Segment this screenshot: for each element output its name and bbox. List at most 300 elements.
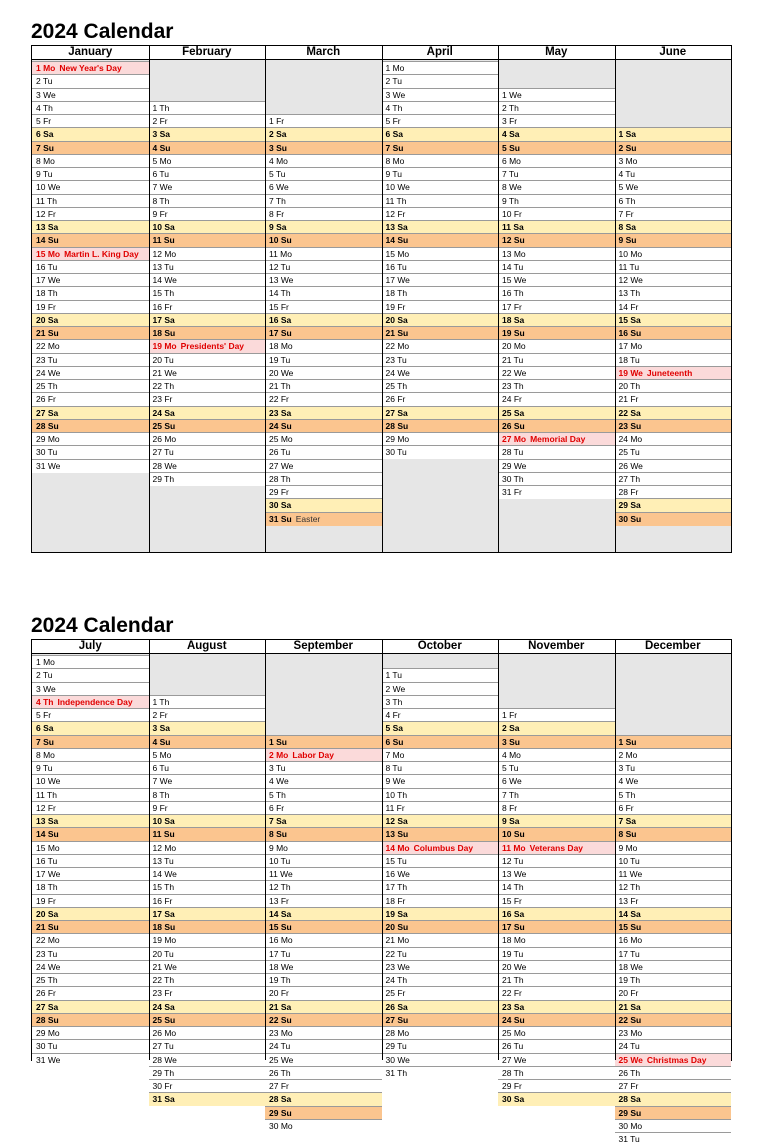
day-row	[498, 445, 615, 459]
day-row	[615, 300, 732, 314]
day-row	[149, 313, 266, 327]
day-number: 9 Su	[618, 235, 637, 246]
day-row	[498, 485, 615, 499]
day-number: 11 Su	[152, 235, 175, 246]
day-row	[149, 167, 266, 181]
day-row	[32, 1039, 149, 1053]
day-number: 24 Mo	[618, 434, 643, 444]
day-number: 17 Tu	[269, 948, 291, 959]
day-number: 22 Fr	[502, 988, 522, 999]
day-number: 1 Mo	[385, 63, 405, 73]
day-row	[265, 220, 382, 234]
day-number: 6 Tu	[152, 169, 170, 179]
day-number: 13 We	[502, 869, 527, 879]
day-row	[498, 920, 615, 934]
day-number: 25 Su	[152, 420, 176, 431]
day-row	[149, 273, 266, 287]
day-row	[382, 180, 499, 194]
day-row	[32, 392, 149, 406]
day-number: 21 Th	[502, 975, 524, 985]
day-number: 22 Tu	[385, 948, 407, 959]
day-row	[498, 141, 615, 155]
day-number: 11 Sa	[502, 222, 524, 232]
day-row	[498, 933, 615, 947]
day-row	[265, 379, 382, 393]
day-row	[149, 286, 266, 300]
day-number: 8 Fr	[269, 208, 285, 219]
day-number: 6 Mo	[502, 155, 521, 166]
day-number: 29 Th	[152, 1067, 175, 1078]
day-number: 23 Sa	[269, 407, 292, 418]
day-number: 22 Mo	[36, 935, 60, 946]
day-row	[149, 300, 266, 314]
day-number: 4 Th	[385, 102, 403, 113]
day-row	[498, 127, 615, 141]
day-row	[32, 801, 149, 815]
holiday-name: Labor Day	[292, 749, 334, 760]
day-row	[149, 761, 266, 775]
day-row	[615, 814, 732, 828]
day-row	[32, 894, 149, 908]
day-row	[498, 1066, 615, 1080]
day-row	[265, 1039, 382, 1053]
day-row	[149, 708, 266, 722]
day-number: 10 Su	[269, 235, 292, 246]
day-row	[615, 194, 732, 208]
day-row	[32, 286, 149, 300]
day-row	[382, 1066, 499, 1080]
day-number: 11 Su	[152, 829, 175, 840]
day-row	[615, 180, 732, 194]
day-number: 5 Th	[269, 789, 286, 800]
day-number: 21 Sa	[618, 1001, 641, 1012]
column-divider	[265, 640, 266, 1060]
day-number: 31 Fr	[502, 487, 522, 497]
day-row	[615, 867, 732, 881]
day-number: 8 We	[502, 182, 522, 193]
day-row	[149, 854, 266, 868]
day-number: 11 Tu	[618, 261, 640, 272]
day-row	[615, 1000, 732, 1014]
day-row	[265, 1079, 382, 1093]
day-number: 26 Tu	[269, 447, 291, 458]
day-number: 5 Fr	[385, 116, 401, 126]
day-row	[498, 801, 615, 815]
day-number: 6 Th	[618, 195, 636, 206]
day-row	[498, 247, 615, 261]
day-row	[149, 220, 266, 234]
day-row	[615, 233, 732, 247]
day-row	[382, 260, 499, 274]
day-row	[498, 827, 615, 841]
day-number: 6 Tu	[152, 763, 170, 773]
day-row	[265, 300, 382, 314]
day-row	[615, 127, 732, 141]
day-row	[265, 313, 382, 327]
day-row	[382, 947, 499, 961]
day-number: 16 Su	[618, 328, 642, 338]
day-number: 18 Th	[36, 288, 58, 299]
day-row	[615, 472, 732, 486]
day-number: 5 Sa	[385, 723, 403, 734]
day-number: 30 Tu	[36, 447, 58, 458]
day-number: 22 Mo	[385, 341, 410, 352]
day-row	[382, 419, 499, 433]
day-number: 25 Sa	[502, 407, 525, 418]
day-row	[265, 920, 382, 934]
day-number: 26 Su	[502, 420, 525, 431]
day-row	[32, 419, 149, 433]
day-number: 25 Fr	[385, 988, 406, 999]
day-number: 7 Sa	[269, 816, 287, 826]
day-number: 13 We	[269, 275, 294, 285]
day-number: 17 Su	[269, 328, 292, 338]
day-row	[265, 774, 382, 788]
day-row	[498, 907, 615, 921]
day-number: 18 Th	[385, 288, 408, 299]
day-number: 27 We	[502, 1054, 527, 1065]
day-number: 20 We	[502, 961, 527, 972]
day-number: 10 Su	[502, 829, 525, 840]
day-number: 8 Su	[269, 829, 287, 840]
month-header: September	[265, 640, 382, 654]
day-row	[149, 907, 266, 921]
day-number: 19 Su	[502, 328, 525, 338]
day-number: 24 Fr	[502, 394, 522, 405]
day-row	[32, 761, 149, 775]
day-row	[382, 1000, 499, 1014]
day-row	[149, 207, 266, 221]
day-number: 25 We	[618, 1054, 643, 1065]
day-number: 8 Mo	[36, 155, 55, 166]
day-row	[382, 141, 499, 155]
column-divider	[615, 46, 616, 552]
day-row	[498, 708, 615, 722]
day-number: 15 Mo	[36, 248, 61, 259]
day-number: 2 Fr	[152, 116, 168, 126]
day-number: 24 Sa	[152, 1001, 175, 1012]
day-number: 13 Fr	[618, 895, 639, 906]
day-row	[149, 233, 266, 247]
day-row	[382, 313, 499, 327]
day-number: 6 Su	[385, 736, 404, 747]
day-number: 2 Tu	[385, 76, 403, 87]
day-row	[265, 960, 382, 974]
day-number: 20 Th	[618, 381, 641, 391]
day-row	[615, 419, 732, 433]
day-row	[265, 432, 382, 446]
column-divider	[615, 640, 616, 1060]
day-number: 29 Tu	[385, 1041, 407, 1052]
day-number: 29 Mo	[385, 434, 410, 444]
day-number: 12 Fr	[36, 208, 56, 219]
day-number: 27 Sa	[385, 407, 408, 418]
day-number: 8 Tu	[385, 763, 403, 773]
day-row	[149, 1013, 266, 1027]
day-number: 9 Tu	[385, 169, 403, 179]
day-row	[32, 154, 149, 168]
day-row	[382, 668, 499, 682]
day-number: 11 Th	[36, 789, 57, 800]
day-row	[382, 392, 499, 406]
calendar-grid	[31, 45, 732, 553]
day-row	[498, 986, 615, 1000]
day-row	[265, 353, 382, 367]
day-number: 4 Mo	[502, 749, 521, 760]
day-row	[32, 114, 149, 128]
day-number: 2 Th	[502, 102, 519, 113]
day-row	[32, 827, 149, 841]
day-row	[32, 947, 149, 961]
day-number: 24 Sa	[152, 407, 175, 418]
day-number: 4 Fr	[385, 710, 401, 720]
day-row	[265, 260, 382, 274]
day-row	[265, 498, 382, 512]
day-number: 3 Su	[502, 736, 520, 747]
day-number: 2 Fr	[152, 710, 168, 720]
day-number: 12 Th	[618, 882, 641, 893]
column-divider	[149, 640, 150, 1060]
day-row	[615, 392, 732, 406]
day-row	[32, 788, 149, 802]
day-number: 14 Sa	[269, 908, 292, 919]
day-row	[32, 167, 149, 181]
day-number: 17 We	[36, 275, 61, 285]
day-number: 2 Sa	[502, 723, 520, 734]
day-number: 13 Th	[618, 288, 641, 299]
day-row	[265, 788, 382, 802]
holiday-name: Memorial Day	[530, 434, 586, 444]
day-row	[615, 512, 732, 526]
day-number: 10 We	[36, 776, 61, 787]
day-number: 24 Tu	[269, 1041, 291, 1052]
day-number: 8 Th	[152, 195, 170, 206]
day-row	[149, 353, 266, 367]
day-number: 23 Fr	[152, 988, 173, 999]
day-number: 3 We	[36, 89, 56, 100]
day-number: 26 We	[618, 460, 643, 471]
day-row	[149, 1039, 266, 1053]
day-row	[498, 207, 615, 221]
day-number: 18 Fr	[385, 895, 406, 906]
day-number: 15 We	[502, 275, 527, 285]
day-row	[615, 947, 732, 961]
day-number: 21 Tu	[502, 354, 524, 365]
day-number: 30 Su	[618, 513, 642, 524]
day-number: 25 We	[269, 1054, 294, 1065]
month-may	[498, 46, 615, 552]
day-number: 28 Su	[36, 1014, 59, 1025]
day-row	[498, 313, 615, 327]
day-row	[615, 907, 732, 921]
day-number: 5 Su	[502, 142, 520, 153]
day-row	[265, 406, 382, 420]
day-number: 23 Tu	[36, 948, 58, 959]
day-row	[615, 748, 732, 762]
day-number: 5 We	[618, 182, 639, 193]
day-number: 9 Tu	[36, 763, 53, 773]
month-august	[149, 640, 266, 1105]
day-row	[382, 339, 499, 353]
day-row	[498, 233, 615, 247]
day-row	[32, 326, 149, 340]
day-row	[382, 907, 499, 921]
day-row	[382, 814, 499, 828]
day-number: 29 Th	[152, 473, 175, 484]
day-number: 3 Mo	[618, 155, 638, 166]
day-number: 16 Fr	[152, 895, 173, 906]
day-number: 26 Sa	[385, 1001, 408, 1012]
day-number: 31 Tu	[618, 1134, 640, 1144]
day-number: 13 Tu	[152, 855, 174, 866]
day-row	[265, 1092, 382, 1106]
day-number: 13 Su	[385, 829, 409, 840]
day-row	[615, 167, 732, 181]
day-row	[382, 1013, 499, 1027]
day-row	[265, 339, 382, 353]
day-number: 25 Mo	[502, 1028, 526, 1038]
day-row	[149, 366, 266, 380]
day-row	[382, 300, 499, 314]
calendar-title: 2024 Calendar	[31, 20, 174, 43]
day-number: 7 We	[152, 182, 173, 193]
day-number: 22 Sa	[618, 407, 641, 418]
column-divider	[382, 640, 383, 1060]
day-number: 13 Sa	[36, 222, 59, 232]
day-row	[382, 114, 499, 128]
day-row	[265, 761, 382, 775]
day-number: 20 Sa	[36, 314, 59, 325]
day-row	[615, 1106, 732, 1120]
day-row	[498, 472, 615, 486]
day-number: 24 Th	[385, 975, 408, 985]
day-row	[615, 406, 732, 420]
day-number: 27 Tu	[152, 447, 174, 458]
day-row	[32, 88, 149, 102]
day-row	[615, 986, 732, 1000]
day-row	[615, 894, 732, 908]
holiday-row	[265, 748, 382, 762]
day-number: 21 Mo	[385, 935, 410, 946]
day-row	[382, 1039, 499, 1053]
day-number: 17 Th	[385, 882, 408, 893]
day-number: 1 Sa	[618, 129, 636, 140]
day-row	[32, 273, 149, 287]
day-row	[498, 960, 615, 974]
day-row	[615, 286, 732, 300]
day-row	[149, 774, 266, 788]
day-number: 28 Mo	[385, 1028, 410, 1038]
day-row	[382, 801, 499, 815]
month-november	[498, 640, 615, 1105]
day-number: 22 Su	[618, 1014, 642, 1025]
day-number: 23 Tu	[385, 354, 407, 365]
day-row	[149, 326, 266, 340]
day-row	[382, 827, 499, 841]
day-number: 26 Th	[618, 1067, 641, 1078]
day-row	[382, 353, 499, 367]
day-number: 4 We	[269, 776, 289, 787]
day-number: 8 Mo	[385, 155, 405, 166]
day-number: 12 Mo	[152, 248, 177, 259]
day-row	[498, 748, 615, 762]
day-row	[382, 708, 499, 722]
day-number: 29 We	[502, 460, 527, 471]
day-row	[265, 933, 382, 947]
day-row	[149, 841, 266, 855]
day-row	[149, 459, 266, 473]
day-row	[498, 167, 615, 181]
day-row	[382, 286, 499, 300]
day-row	[149, 814, 266, 828]
day-number: 6 Fr	[618, 802, 634, 813]
day-row	[149, 419, 266, 433]
day-number: 17 We	[36, 869, 61, 879]
day-number: 18 We	[269, 961, 294, 972]
day-number: 9 Sa	[502, 816, 520, 826]
day-row	[498, 180, 615, 194]
day-number: 27 Sa	[36, 407, 59, 418]
day-number: 15 Tu	[385, 855, 407, 866]
month-december	[615, 640, 732, 1144]
day-number: 16 We	[385, 869, 410, 879]
day-number: 30 Fr	[152, 1081, 173, 1091]
day-row	[498, 788, 615, 802]
day-number: 23 Sa	[502, 1001, 525, 1012]
day-number: 2 Su	[618, 142, 637, 153]
day-number: 13 Fr	[269, 895, 289, 906]
day-row	[32, 735, 149, 749]
day-number: 9 Sa	[269, 222, 287, 232]
day-number: 29 Su	[618, 1107, 642, 1118]
day-row	[382, 867, 499, 881]
day-row	[382, 1053, 499, 1067]
day-number: 11 Mo	[502, 842, 526, 853]
day-row	[149, 867, 266, 881]
day-row	[498, 326, 615, 340]
day-row	[615, 260, 732, 274]
day-number: 14 Su	[36, 829, 59, 840]
day-number: 28 Sa	[269, 1094, 292, 1105]
day-number: 23 Mo	[618, 1028, 643, 1038]
holiday-name: Juneteenth	[646, 367, 693, 378]
day-number: 26 Fr	[36, 988, 56, 999]
day-number: 1 Th	[152, 696, 170, 707]
day-row	[615, 353, 732, 367]
month-october	[382, 640, 499, 1078]
day-number: 19 We	[618, 367, 643, 378]
day-number: 31 We	[36, 1054, 61, 1065]
day-number: 30 Sa	[502, 1094, 525, 1105]
day-row	[615, 1119, 732, 1133]
day-row	[149, 960, 266, 974]
holiday-row	[615, 366, 732, 380]
day-row	[498, 260, 615, 274]
day-row	[382, 220, 499, 234]
day-row	[265, 854, 382, 868]
day-number: 28 Su	[385, 420, 409, 431]
day-number: 9 Th	[502, 195, 519, 206]
day-number: 12 Fr	[385, 208, 406, 219]
day-row	[382, 933, 499, 947]
day-row	[265, 194, 382, 208]
day-row	[382, 1026, 499, 1040]
day-row	[265, 947, 382, 961]
day-row	[615, 801, 732, 815]
day-row	[615, 459, 732, 473]
day-number: 19 Th	[269, 975, 291, 985]
day-number: 28 We	[152, 1054, 177, 1065]
